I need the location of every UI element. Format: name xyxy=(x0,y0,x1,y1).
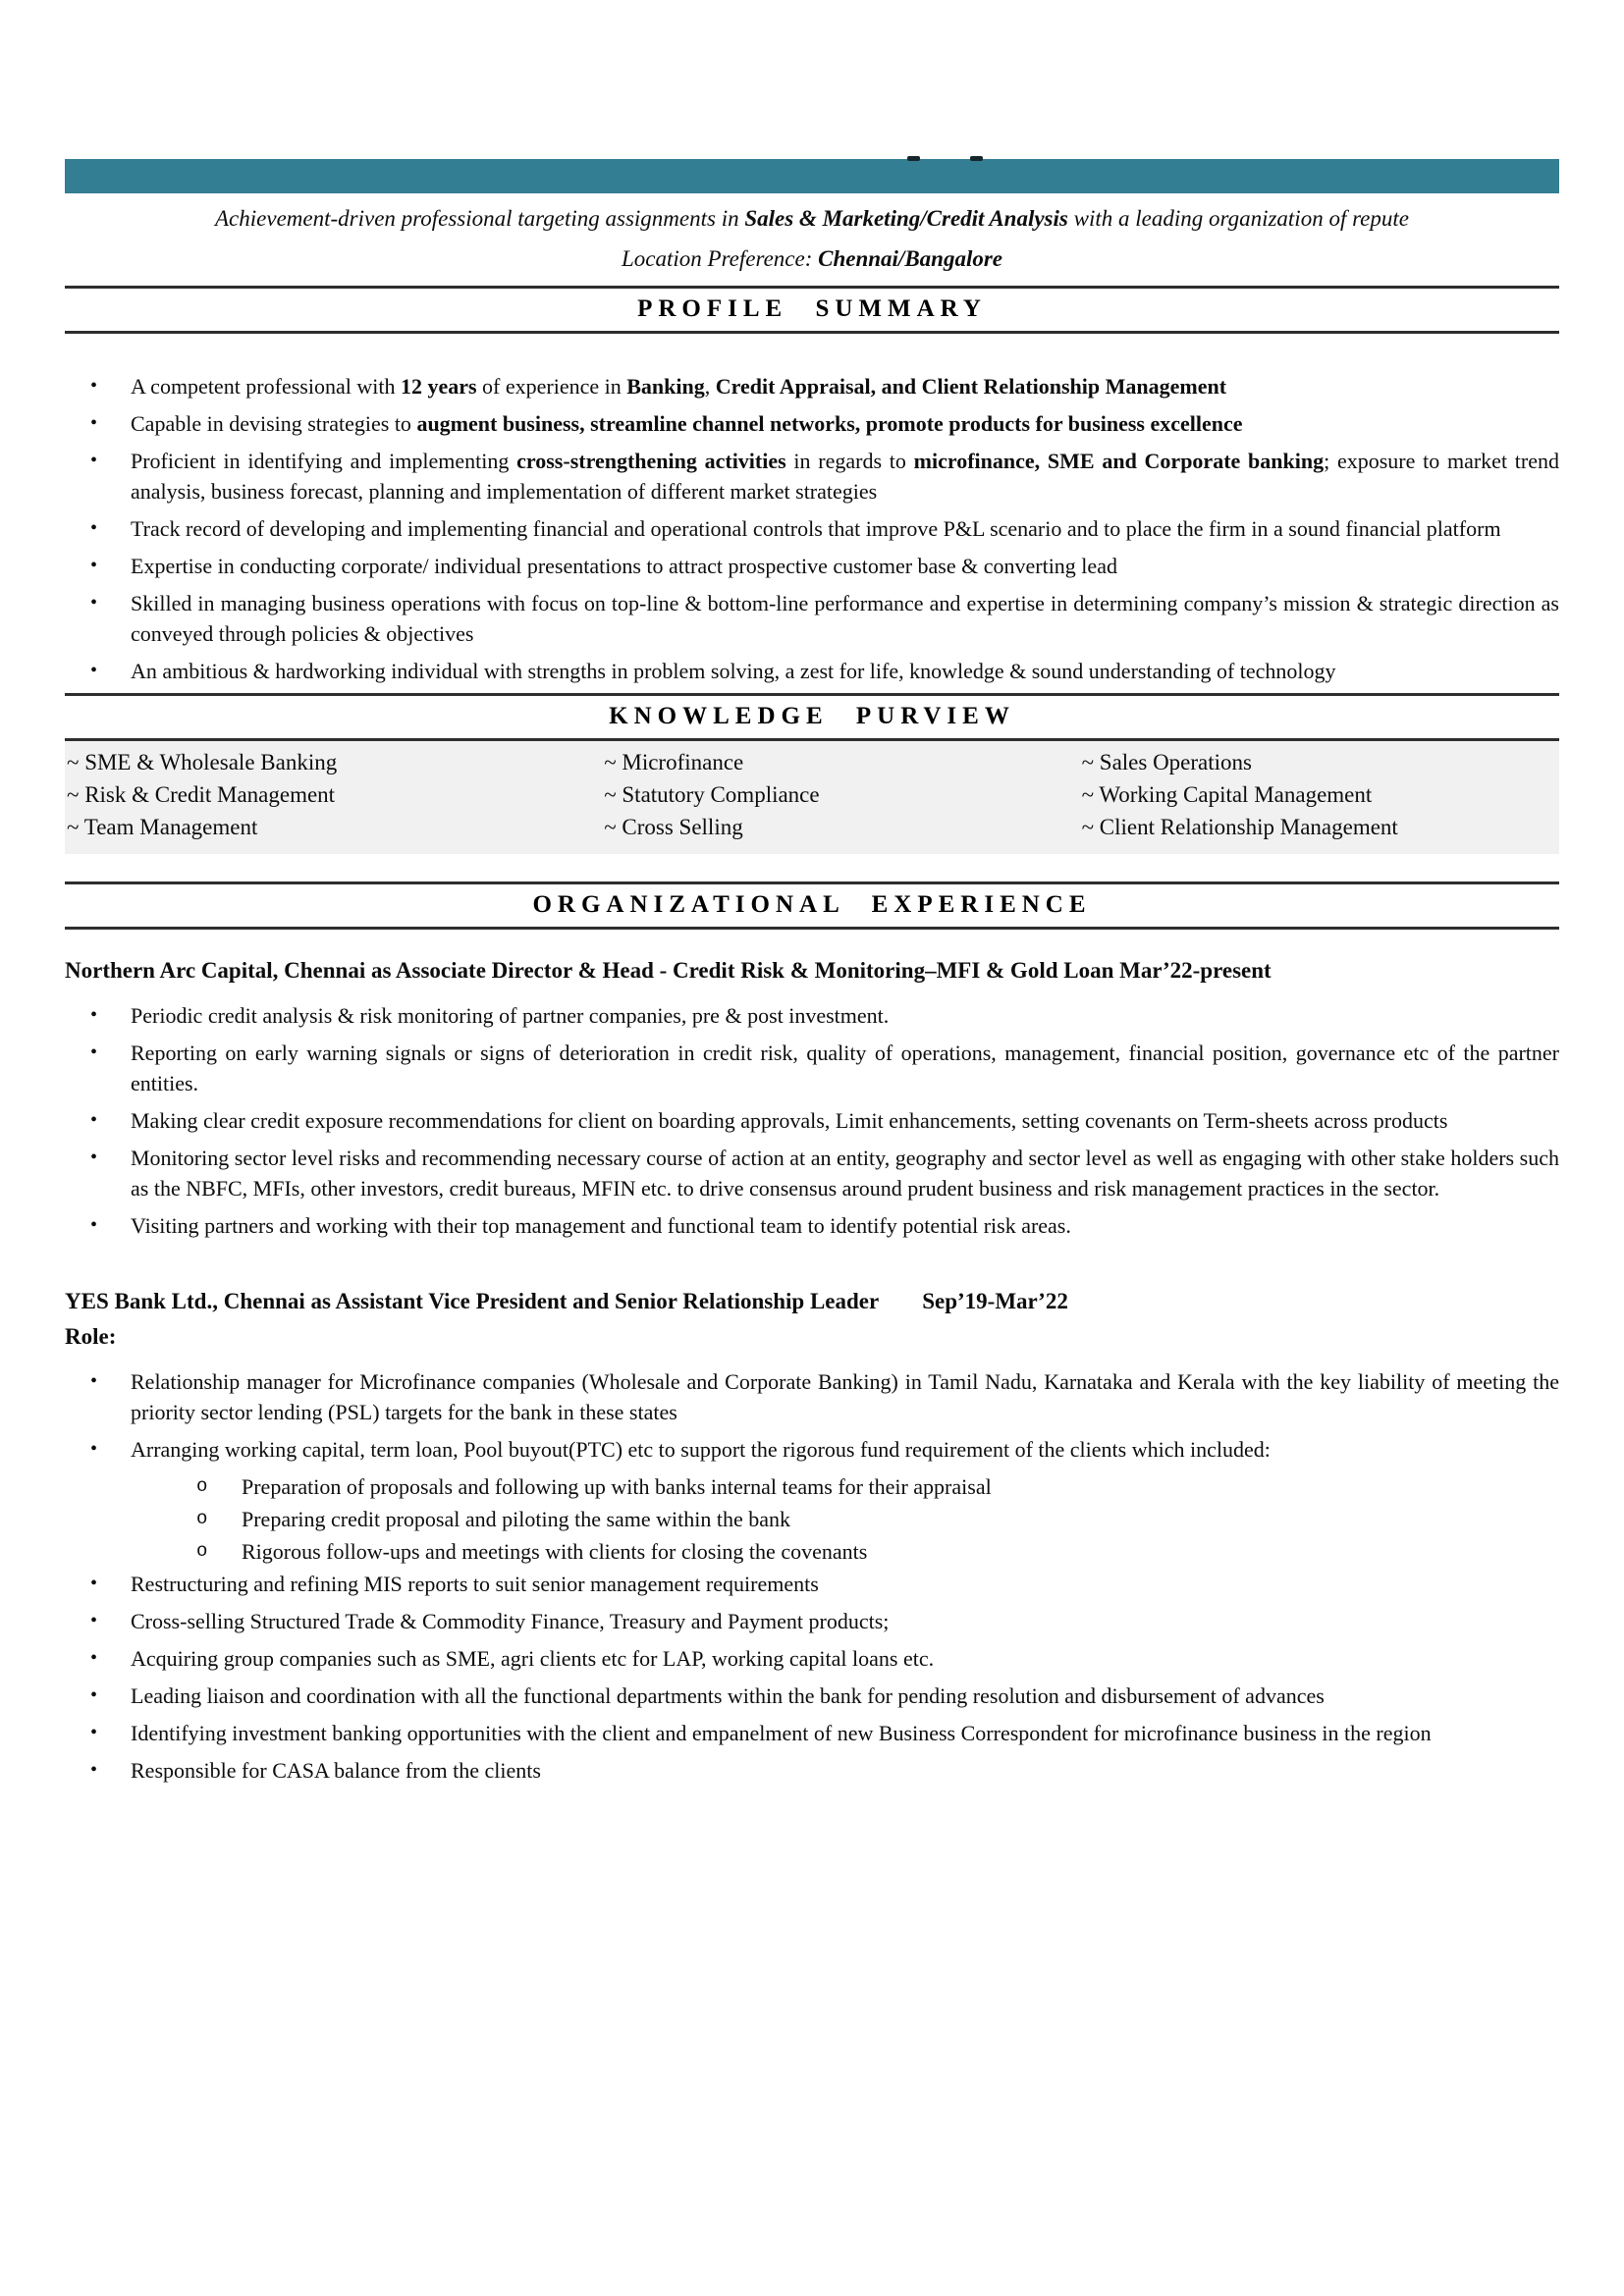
sub-list-item xyxy=(196,1536,1559,1567)
location-preference: Location Preference: Chennai/Bangalore xyxy=(621,246,1002,271)
list-item xyxy=(65,1681,1559,1711)
bullet-icon: • xyxy=(90,1438,98,1460)
bullet-icon: • xyxy=(90,1214,98,1236)
cropped-text-artifact xyxy=(907,156,920,161)
bullet-icon: • xyxy=(90,1004,98,1026)
bullet-icon: • xyxy=(90,1684,98,1706)
job-heading-northern-arc: Northern Arc Capital, Chennai as Associate Director & Head - Credit Risk & Monitoring–MFI & Gold Loan Mar’22-present xyxy=(65,958,1272,983)
list-item xyxy=(65,1569,1559,1599)
divider xyxy=(65,331,1559,334)
sub-bullet-icon: o xyxy=(196,1475,208,1497)
list-item-text: Acquiring group companies such as SME, agri clients etc for LAP, working capital loans etc. xyxy=(131,1646,935,1671)
knowledge-item: ~ Microfinance xyxy=(604,750,744,774)
list-item-text: Capable in devising strategies to augment business, streamline channel networks, promote products for business excellence xyxy=(131,411,1243,436)
bullet-icon: • xyxy=(90,1147,98,1168)
bullet-icon: • xyxy=(90,660,98,681)
bullet-icon: • xyxy=(90,1759,98,1781)
bullet-icon: • xyxy=(90,1610,98,1631)
list-item xyxy=(65,1755,1559,1786)
northern-arc-list xyxy=(65,1000,1559,1241)
list-item-text: Relationship manager for Microfinance companies (Wholesale and Corporate Banking) in Tamil Nadu, Karnataka and Kerala with the key liability of meeting the priority sector lending (PSL) targets for the bank in these states xyxy=(131,1369,1559,1424)
knowledge-item: ~ Risk & Credit Management xyxy=(67,782,336,807)
role-label: Role: xyxy=(65,1324,117,1349)
list-item-text: Rigorous follow-ups and meetings with clients for closing the covenants xyxy=(242,1539,868,1564)
list-item xyxy=(65,551,1559,581)
list-item xyxy=(65,588,1559,649)
list-item-text: Visiting partners and working with their top management and functional team to identify potential risk areas. xyxy=(131,1213,1071,1238)
bullet-icon: • xyxy=(90,1647,98,1669)
list-item xyxy=(65,656,1559,686)
list-item xyxy=(65,1143,1559,1203)
job-heading-yes-bank xyxy=(65,1286,1559,1317)
job-dates: Sep’19-Mar’22 xyxy=(922,1289,1068,1313)
list-item xyxy=(65,513,1559,544)
list-item xyxy=(65,1105,1559,1136)
section-title-organizational-experience: ORGANIZATIONAL EXPERIENCE xyxy=(532,891,1092,918)
bullet-icon: • xyxy=(90,450,98,471)
sub-list-item xyxy=(196,1471,1559,1502)
list-item-text: Arranging working capital, term loan, Pool buyout(PTC) etc to support the rigorous fund requirement of the clients which included: xyxy=(131,1437,1271,1462)
bullet-icon: • xyxy=(90,555,98,576)
section-title-knowledge-purview: KNOWLEDGE PURVIEW xyxy=(609,703,1015,729)
divider xyxy=(65,927,1559,930)
bullet-icon: • xyxy=(90,517,98,539)
list-item-text: Identifying investment banking opportunities with the client and empanelment of new Business Correspondent for microfinance business in the region xyxy=(131,1721,1432,1745)
section-title-profile-summary: PROFILE SUMMARY xyxy=(637,295,987,322)
bullet-icon: • xyxy=(90,1109,98,1131)
list-item xyxy=(65,371,1559,401)
list-item xyxy=(65,1606,1559,1636)
knowledge-item: ~ Team Management xyxy=(67,815,258,839)
list-item-text: Cross-selling Structured Trade & Commodity Finance, Treasury and Payment products; xyxy=(131,1609,890,1633)
knowledge-item: ~ SME & Wholesale Banking xyxy=(67,750,338,774)
list-item xyxy=(65,408,1559,439)
job-title: YES Bank Ltd., Chennai as Assistant Vice President and Senior Relationship Leader xyxy=(65,1289,880,1313)
section-header-bar xyxy=(65,159,1559,193)
list-item-text: Restructuring and refining MIS reports to suit senior management requirements xyxy=(131,1572,819,1596)
sub-list xyxy=(65,1471,1559,1567)
list-item-text: Periodic credit analysis & risk monitoring of partner companies, pre & post investment. xyxy=(131,1003,890,1028)
yes-bank-list xyxy=(65,1366,1559,1786)
list-item xyxy=(65,1000,1559,1031)
cropped-text-artifact xyxy=(970,156,983,161)
bullet-icon: • xyxy=(90,375,98,397)
list-item xyxy=(65,446,1559,507)
list-item-text: Expertise in conducting corporate/ individual presentations to attract prospective customer base & converting lead xyxy=(131,554,1117,578)
knowledge-purview-table xyxy=(65,741,1559,854)
sub-list-item xyxy=(196,1504,1559,1534)
list-item-text: Responsible for CASA balance from the clients xyxy=(131,1758,541,1783)
list-item-text: Proficient in identifying and implementing cross-strengthening activities in regards to microfinance, SME and Corporate banking; exposure to market trend analysis, business forecast, planning and implementation of different market strategies xyxy=(131,449,1560,504)
knowledge-item: ~ Client Relationship Management xyxy=(1081,815,1398,839)
list-item xyxy=(65,1643,1559,1674)
list-item-text: An ambitious & hardworking individual with strengths in problem solving, a zest for life, knowledge & sound understanding of technology xyxy=(131,659,1336,683)
list-item xyxy=(65,1210,1559,1241)
bullet-icon: • xyxy=(90,412,98,434)
list-item-text: Preparation of proposals and following up with banks internal teams for their appraisal xyxy=(242,1474,992,1499)
bullet-icon: • xyxy=(90,1722,98,1743)
bullet-icon: • xyxy=(90,1370,98,1392)
list-item xyxy=(65,1038,1559,1098)
list-item-text: Skilled in managing business operations with focus on top-line & bottom-line performance and expertise in determining company’s mission & strategic direction as conveyed through policies & objectives xyxy=(131,591,1559,646)
list-item xyxy=(65,1718,1559,1748)
bullet-icon: • xyxy=(90,1041,98,1063)
bullet-icon: • xyxy=(90,592,98,614)
knowledge-item: ~ Working Capital Management xyxy=(1081,782,1373,807)
list-item-text: Reporting on early warning signals or signs of deterioration in credit risk, quality of operations, management, financial position, governance etc of the partner entities. xyxy=(131,1041,1559,1095)
list-item xyxy=(65,1366,1559,1427)
knowledge-item: ~ Cross Selling xyxy=(604,815,743,839)
sub-bullet-icon: o xyxy=(196,1540,208,1562)
list-item xyxy=(65,1434,1559,1465)
knowledge-item: ~ Sales Operations xyxy=(1081,750,1252,774)
list-item-text: Preparing credit proposal and piloting the same within the bank xyxy=(242,1507,791,1531)
knowledge-item: ~ Statutory Compliance xyxy=(604,782,820,807)
headline-tagline: Achievement-driven professional targeting assignments in Sales & Marketing/Credit Analysis with a leading organization of repute xyxy=(215,206,1409,231)
profile-summary-list xyxy=(65,371,1559,686)
list-item-text: Leading liaison and coordination with all the functional departments within the bank for pending resolution and disbursement of advances xyxy=(131,1683,1325,1708)
list-item-text: Monitoring sector level risks and recommending necessary course of action at an entity, geography and sector level as well as engaging with other stake holders such as the NBFC, MFIs, other investors, credit bureaus, MFIN etc. to drive consensus around prudent business and risk management practices in the sector. xyxy=(131,1146,1559,1201)
sub-bullet-icon: o xyxy=(196,1508,208,1529)
list-item-text: Track record of developing and implementing financial and operational controls that improve P&L scenario and to place the firm in a sound financial platform xyxy=(131,516,1501,541)
list-item-text: Making clear credit exposure recommendations for client on boarding approvals, Limit enhancements, setting covenants on Term-sheets across products xyxy=(131,1108,1448,1133)
list-item-text: A competent professional with 12 years of experience in Banking, Credit Appraisal, and Client Relationship Management xyxy=(131,374,1227,399)
bullet-icon: • xyxy=(90,1573,98,1594)
